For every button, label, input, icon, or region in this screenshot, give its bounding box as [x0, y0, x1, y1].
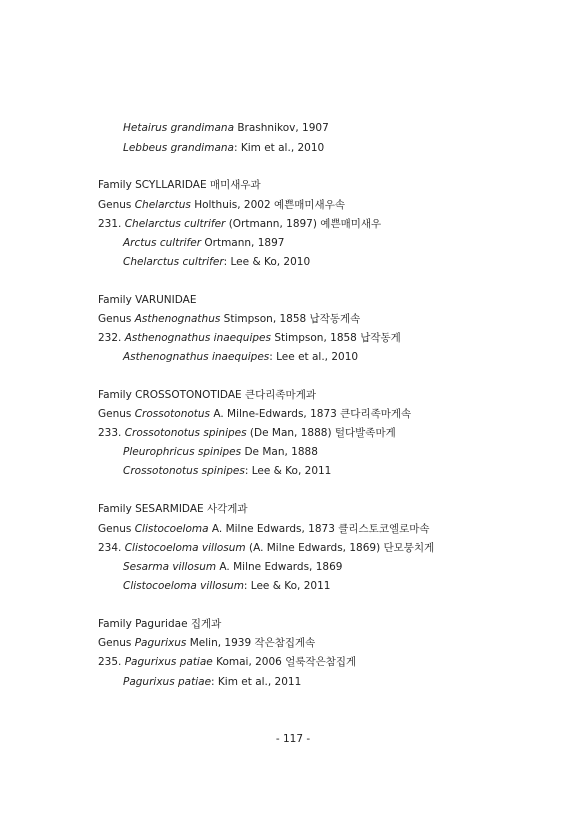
text-run: Genus [98, 637, 135, 649]
text-run: 235. [98, 656, 125, 668]
scientific-name: Chelarctus cultrifer [124, 218, 226, 230]
genus-line-crossotonotus [98, 407, 411, 421]
text-run: 233. [98, 427, 125, 439]
text-run: Brashnikov, 1907 [234, 122, 329, 134]
text-run: Genus [98, 313, 135, 325]
synonym-line-pleurophricus [123, 445, 318, 459]
text-run: Family Paguridae 집게과 [98, 618, 222, 630]
scientific-name: Asthenognathus inaequipes [123, 351, 270, 363]
text-run: : Kim et al., 2011 [211, 676, 302, 688]
text-run: Genus [98, 199, 135, 211]
scientific-name: Pagurixus patiae [123, 676, 212, 688]
synonym-line-crossotonotus [123, 464, 331, 478]
scientific-name: Pagurixus patiae [124, 656, 213, 668]
text-run: : Lee & Ko, 2011 [243, 580, 331, 592]
scientific-name: Chelarctus cultrifer [123, 256, 224, 268]
text-run: Family VARUNIDAE [98, 294, 197, 306]
text-run: Melin, 1939 작은참집게속 [186, 637, 316, 649]
species-entry-233 [98, 426, 396, 440]
scientific-name: Crossotonotus spinipes [123, 465, 245, 477]
synonym-line-hetairus [123, 121, 329, 135]
scientific-name: Crossotonotus spinipes [124, 427, 247, 439]
scientific-name: Hetairus grandimana [123, 122, 235, 134]
scientific-name: Asthenognathus inaequipes [124, 332, 271, 344]
scientific-name: Clistocoeloma villosum [124, 542, 246, 554]
text-run: : Lee & Ko, 2011 [244, 465, 332, 477]
text-run: A. Milne-Edwards, 1873 큰다리족마게속 [210, 408, 412, 420]
text-run: 231. [98, 218, 125, 230]
scientific-name: Pagurixus [134, 637, 187, 649]
species-entry-231 [98, 217, 381, 231]
synonym-line-sesarma [123, 560, 342, 574]
text-run: (A. Milne Edwards, 1869) 단모뭉치게 [245, 542, 435, 554]
page-number: - 117 - [275, 733, 311, 745]
text-run: 234. [98, 542, 125, 554]
species-entry-234 [98, 541, 434, 555]
scientific-name: Sesarma villosum [123, 561, 217, 573]
text-run: Family CROSSOTONOTIDAE 큰다리족마게과 [98, 389, 316, 401]
text-run: (Ortmann, 1897) 예쁜매미새우 [225, 218, 382, 230]
text-run: Stimpson, 1858 납작동게속 [220, 313, 361, 325]
genus-line-clistocoeloma [98, 522, 430, 536]
scientific-name: Pleurophricus spinipes [123, 446, 242, 458]
genus-line-chelarctus [98, 198, 345, 212]
scientific-name: Lebbeus grandimana [123, 142, 234, 154]
text-run: (De Man, 1888) 털다발족마게 [246, 427, 396, 439]
species-entry-235 [98, 655, 356, 669]
genus-line-pagurixus [98, 636, 315, 650]
text-run: Stimpson, 1858 납작동게 [270, 332, 401, 344]
text-run: De Man, 1888 [241, 446, 318, 458]
text-run: Komai, 2006 얼룩작은참집게 [212, 656, 357, 668]
text-run: 232. [98, 332, 125, 344]
scientific-name: Clistocoeloma villosum [123, 580, 244, 592]
text-run: Family SCYLLARIDAE 매미새우과 [98, 179, 261, 191]
text-run: Holthuis, 2002 예쁜매미새우속 [190, 199, 345, 211]
scientific-name: Arctus cultrifer [123, 237, 202, 249]
text-run: : Lee et al., 2010 [269, 351, 359, 363]
text-run: : Kim et al., 2010 [233, 142, 325, 154]
text-run: Family SESARMIDAE 사각게과 [98, 503, 248, 515]
family-heading-crossotonotidae [98, 388, 316, 402]
scientific-name: Clistocoeloma [134, 523, 209, 535]
genus-line-asthenognathus [98, 312, 360, 326]
text-run: A. Milne Edwards, 1873 클리스토코엘로마속 [208, 523, 430, 535]
synonym-line-clistocoeloma [123, 579, 330, 593]
text-run: : Lee & Ko, 2010 [223, 256, 311, 268]
scientific-name: Chelarctus [134, 199, 191, 211]
scientific-name: Crossotonotus [134, 408, 211, 420]
family-heading-sesarmidae [98, 502, 248, 516]
scientific-name: Asthenognathus [134, 313, 221, 325]
synonym-line-pagurixus [123, 675, 301, 689]
family-heading-scyllaridae [98, 178, 261, 192]
synonym-line-lebbeus [123, 141, 324, 155]
family-heading-varunidae [98, 293, 196, 307]
synonym-line-chelarctus [123, 255, 310, 269]
text-run: Ortmann, 1897 [201, 237, 285, 249]
text-run: Genus [98, 523, 135, 535]
synonym-line-arctus [123, 236, 284, 250]
family-heading-paguridae [98, 617, 221, 631]
synonym-line-asthenognathus [123, 350, 358, 364]
species-entry-232 [98, 331, 401, 345]
text-run: Genus [98, 408, 135, 420]
text-run: A. Milne Edwards, 1869 [216, 561, 343, 573]
